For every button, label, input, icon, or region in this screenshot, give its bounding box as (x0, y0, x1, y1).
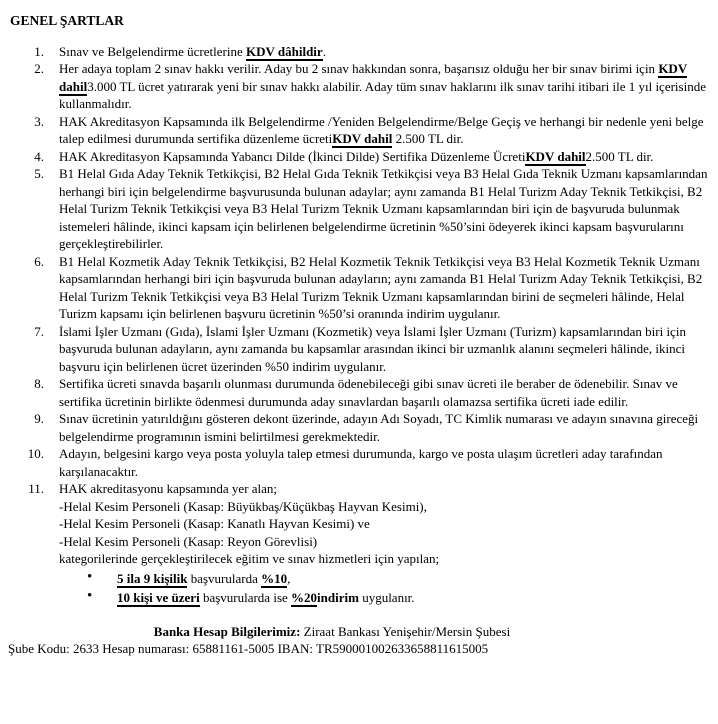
term-item-11 (10, 480, 710, 607)
term-number: 4. (34, 148, 44, 164)
term-text: Sınav ücretinin yatırıldığını gösteren dekont üzerinde, adayın Adı Soyadı, TC Kimlik numarası ve adayın sınavına gireceği belgelendirme programının ismini belirtilmesi gerekmektedir. (59, 411, 699, 444)
term-item-10 (10, 445, 710, 480)
term-number: 2. (34, 61, 44, 76)
term-number: 6. (34, 253, 44, 269)
term-number: 10. (27, 446, 44, 461)
term-number: 7. (34, 323, 44, 339)
bank-account-title-line: Banka Hesap Bilgilerimiz: Ziraat Bankası Yenişehir/Mersin Şubesi (153, 623, 511, 639)
term-subline-note: kategorilerinde gerçekleştirilecek eğitim ve sınav hizmetleri için yapılan; (59, 551, 440, 566)
discount-bullet-item (59, 589, 710, 607)
term-number: 5. (34, 166, 44, 181)
bullet-icon: • (87, 568, 93, 585)
term-number: 11. (28, 481, 44, 496)
term-number: 3. (34, 113, 44, 129)
term-item-7 (10, 323, 710, 376)
term-text: Her adaya toplam 2 sınav hakkı verilir. Aday bu 2 sınav hakkından sonra, başarısız olduğu her bir sınav birimi için KDV dahil3.000 TL ücret yatırarak yeni bir sınav hakkı alabilir. Aday tüm sınav haklarını ilk sınav tarihi itibari ile 1 yıl içerisinde kullanmalıdır. (59, 61, 706, 111)
term-text: İslami İşler Uzmanı (Gıda), İslami İşler Uzmanı (Kozmetik) veya İslami İşler Uzmanı (Turizm) kapsamlarından biri için başvuruda bulunan adayların, aynı zamanda bu kapsamlar arasından ikinci bir uzmanlık alanını seçmeleri hâlinde, ikinci başvuru için belirlenen ücret üzerinden %50 indirim uygulanır. (59, 323, 686, 374)
term-text: Adayın, belgesini kargo veya posta yoluyla talep etmesi durumunda, kargo ve posta ulaşım ücretleri aday tarafından karşılanacaktır. (59, 446, 663, 479)
term-item-4 (10, 148, 710, 166)
term-item-1 (10, 43, 710, 61)
term-subline-category: -Helal Kesim Personeli (Kasap: Büyükbaş/Küçükbaş Hayvan Kesimi), (59, 498, 427, 514)
term-number: 8. (34, 376, 44, 391)
term-number: 1. (34, 43, 44, 59)
term-text: Sertifika ücreti sınavda başarılı olunması durumunda ödenebileceği gibi sınav ücreti ile beraber de ödenebilir. Sınav ve sertifika ücretinin birlikte ödenmesi durumunda aday sınavlardan başarılı olamazsa sertifika ücreti iade edilir. (59, 376, 678, 409)
term-item-2 (10, 60, 710, 113)
term-item-6 (10, 253, 710, 323)
term-text: B1 Helal Kozmetik Aday Teknik Tetkikçisi, B2 Helal Kozmetik Teknik Tetkikçisi veya B3 Helal Kozmetik Teknik Uzmanı kapsamlarından herhangi biri için başvuruda bulunan adayların; aynı zamanda B1 Helal Turizm Aday Teknik Tetkikçisi, B2 Helal Turizm Teknik Tetkikçisi veya B3 Helal Turizm Teknik Uzmanı kapsamlarından birini de seçmeleri hâlinde, Helal Turizm kapsamı için belirlenen başvuru ücretinin %50’si oranında indirim uygulanır. (59, 253, 703, 321)
term-text: HAK Akreditasyon Kapsamında Yabancı Dilde (İkinci Dilde) Sertifika Düzenleme ÜcretiKDV dahil2.500 TL dir. (59, 148, 654, 164)
term-item-3 (10, 113, 710, 148)
term-subline-category: -Helal Kesim Personeli (Kasap: Reyon Görevlisi) (59, 533, 318, 549)
term-text: Sınav ve Belgelendirme ücretlerine KDV dâhildir. (59, 43, 326, 59)
term-text: HAK Akreditasyon Kapsamında ilk Belgelendirme /Yeniden Belgelendirme/Belge Geçiş ve herhangi bir nedenle yeni belge talep edilmesi durumunda sertifika düzenleme ücretiKDV dahil 2.500 TL dir. (59, 113, 704, 146)
term-subline-category: -Helal Kesim Personeli (Kasap: Kanatlı Hayvan Kesimi) ve (59, 516, 370, 531)
page-title: GENEL ŞARTLAR (10, 13, 124, 28)
bank-account-details-line: Şube Kodu: 2633 Hesap numarası: 65881161-5005 IBAN: TR590001002633658811615005 (8, 641, 489, 656)
term-item-9 (10, 410, 710, 445)
term-item-5 (10, 165, 710, 253)
term-item-8 (10, 375, 710, 410)
terms-list (10, 43, 710, 607)
bullet-text: 10 kişi ve üzeri başvurularda ise %20indirim uygulanır. (117, 590, 415, 605)
term-number: 9. (34, 411, 44, 426)
bank-info (10, 623, 710, 658)
bullet-icon: • (87, 588, 93, 604)
bullet-text: 5 ila 9 kişilik başvurularda %10, (117, 570, 291, 586)
discount-bullet-item (59, 570, 710, 588)
term-text: HAK akreditasyonu kapsamında yer alan; (59, 481, 278, 496)
term-text: B1 Helal Gıda Aday Teknik Tetkikçisi, B2 Helal Gıda Teknik Tetkikçisi veya B3 Helal Gıda Teknik Uzmanı kapsamlarından herhangi biri için belgelendirme başvurusunda bulunan adaylar; aynı zamanda B1 Helal Turizm Aday Teknik Tetkikçisi, B2 Helal Turizm Teknik Tetkikçisi veya B3 Helal Turizm Teknik Uzmanı kapsamlarından biri için de başvuruda bulunmak istemeleri hâlinde, ikinci kapsam için belirlenen belgelendirme ücretinin %50’sini ödeyerek ikinci kapsam başvurularını gerçekleştirebilirler. (59, 166, 708, 251)
